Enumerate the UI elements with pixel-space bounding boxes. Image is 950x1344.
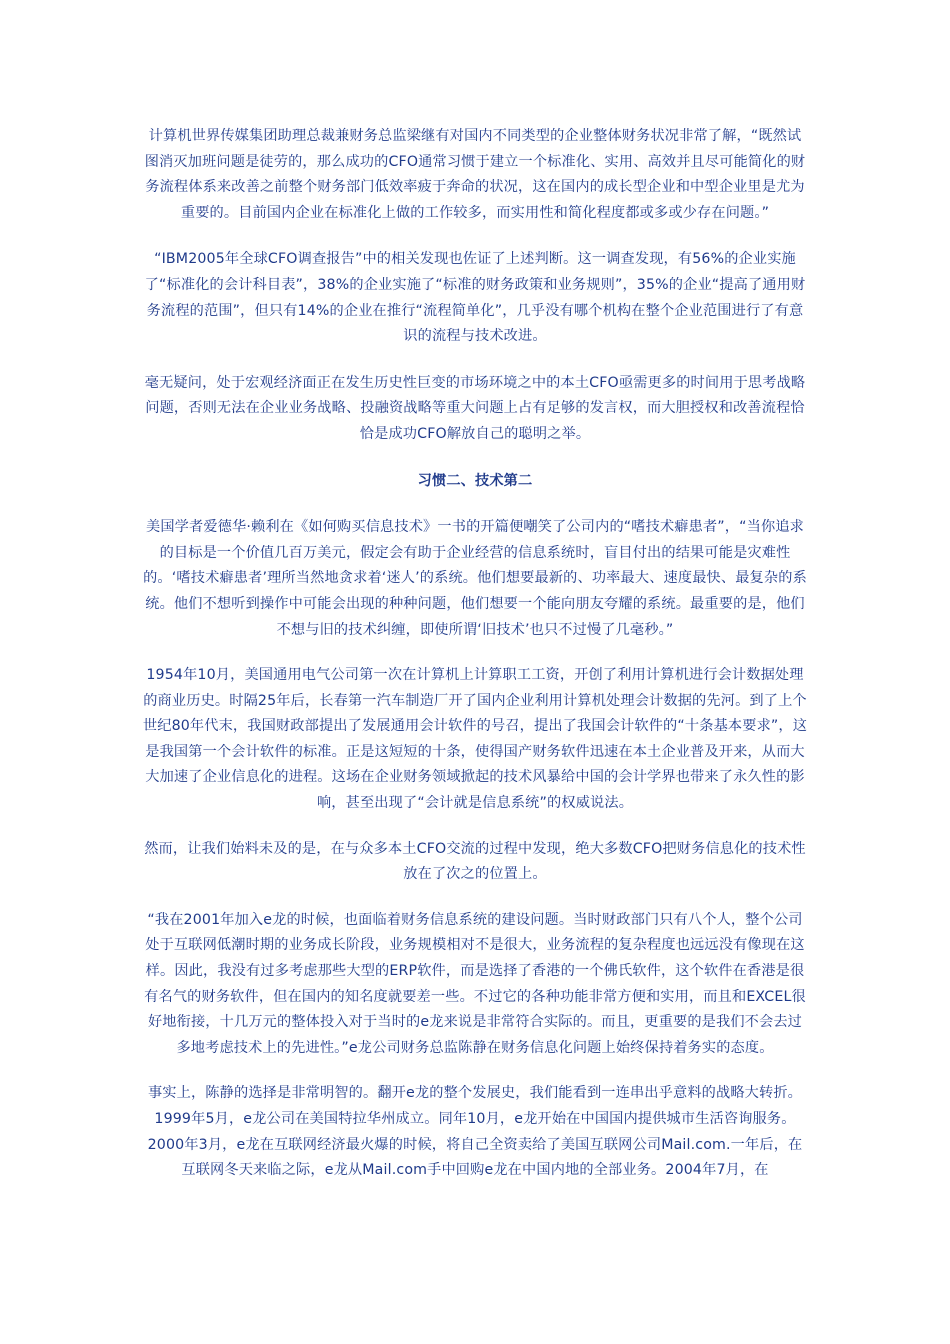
section-heading: 习惯二、技术第二 [417,472,533,489]
paragraph-technology-addicts: 美国学者爱德华·赖利在《如何购买信息技术》一书的开篇便嘲笑了公司内的“嗜技术癖患者”，“当你追求的目标是一个价值几百万美元，假定会有助于企业经营的信息系统时，盲目付出的结果可能是灾难性的。‘嗜技术癖患者’理所当然地贪求着‘迷人’的系统。他们想要最新的、功率最大、速度最快、最复杂的系统。他们不想听到操作中可能会出现的种种问题，他们想要一个能向朋友夸耀的系统。最重要的是，他们不想与旧的技术纠缠，即使所谓‘旧技术’也只不过慢了几毫秒。” [143,519,807,638]
paragraph-accounting-history: 1954年10月，美国通用电气公司第一次在计算机上计算职工工资，开创了利用计算机进行会计数据处理的商业历史。时隔25年后，长春第一汽车制造厂开了国内企业利用计算机处理会计数据的先河。到了上个世纪80年代末，我国财政部提出了发展通用会计软件的号召，提出了我国会计软件的“十条基本要求”，这是我国第一个会计软件的标准。正是这短短的十条，使得国产财务软件迅速在本土企业普及开来，从而大大加速了企业信息化的进程。这场在企业财务领域掀起的技术风暴给中国的会计学界也带来了永久性的影响，甚至出现了“会计就是信息系统”的权威说法。 [142,667,808,812]
paragraph-ibm-survey: “IBM2005年全球CFO调查报告”中的相关发现也佐证了上述判断。这一调查发现，有56%的企业实施了“标准化的会计科目表”，38%的企业实施了“标准的财务政策和业务规则”，35%的企业“提高了通用财务流程的范围”，但只有14%的企业在推行“流程简单化”，几乎没有哪个机构在整个企业范围进行了有意识的流程与技术改进。 [144,251,806,345]
paragraph-strategic-thinking: 毫无疑问，处于宏观经济面正在发生历史性巨变的市场环境之中的本土CFO亟需更多的时间用于思考战略问题，否则无法在企业业务战略、投融资战略等重大问题上占有足够的发言权，而大胆授权和改善流程恰恰是成功CFO解放自己的聪明之举。 [144,374,806,442]
document-body [142,124,808,1184]
paragraph-cfo-standardization: 计算机世界传媒集团助理总裁兼财务总监梁继有对国内不同类型的企业整体财务状况非常了解，“既然试图消灭加班问题是徒劳的，那么成功的CFO通常习惯于建立一个标准化、实用、高效并且尽可能简化的财务流程体系来改善之前整个财务部门低效率疲于奔命的状况，这在国内的成长型企业和中型企业里是尤为重要的。目前国内企业在标准化上做的工作较多，而实用性和简化程度都或多或少存在问题。” [144,128,806,221]
paragraph-cfo-priorities: 然而，让我们始料未及的是，在与众多本土CFO交流的过程中发现，绝大多数CFO把财务信息化的技术性放在了次之的位置上。 [144,840,806,883]
paragraph-elong-history: 事实上，陈静的选择是非常明智的。翻开e龙的整个发展史，我们能看到一连串出乎意料的战略大转折。1999年5月，e龙公司在美国特拉华州成立。同年10月，e龙开始在中国国内提供城市生活咨询服务。2000年3月，e龙在互联网经济最火爆的时候，将自己全资卖给了美国互联网公司Mail.com.一年后，在互联网冬天来临之际，e龙从Mail.com手中回购e龙在中国内地的全部业务。2004年7月，在 [147,1085,803,1179]
paragraph-elong-quote: “我在2001年加入e龙的时候，也面临着财务信息系统的建设问题。当时财政部门只有八个人，整个公司处于互联网低潮时期的业务成长阶段，业务规模相对不是很大，业务流程的复杂程度也远远没有像现在这样。因此，我没有过多考虑那些大型的ERP软件，而是选择了香港的一个佛氏软件，这个软件在香港是很有名气的财务软件，但在国内的知名度就要差一些。不过它的各种功能非常方便和实用，而且和EXCEL很好地衔接，十几万元的整体投入对于当时的e龙来说是非常符合实际的。而且，更重要的是我们不会去过多地考虑技术上的先进性。”e龙公司财务总监陈静在财务信息化问题上始终保持着务实的态度。 [144,911,806,1056]
